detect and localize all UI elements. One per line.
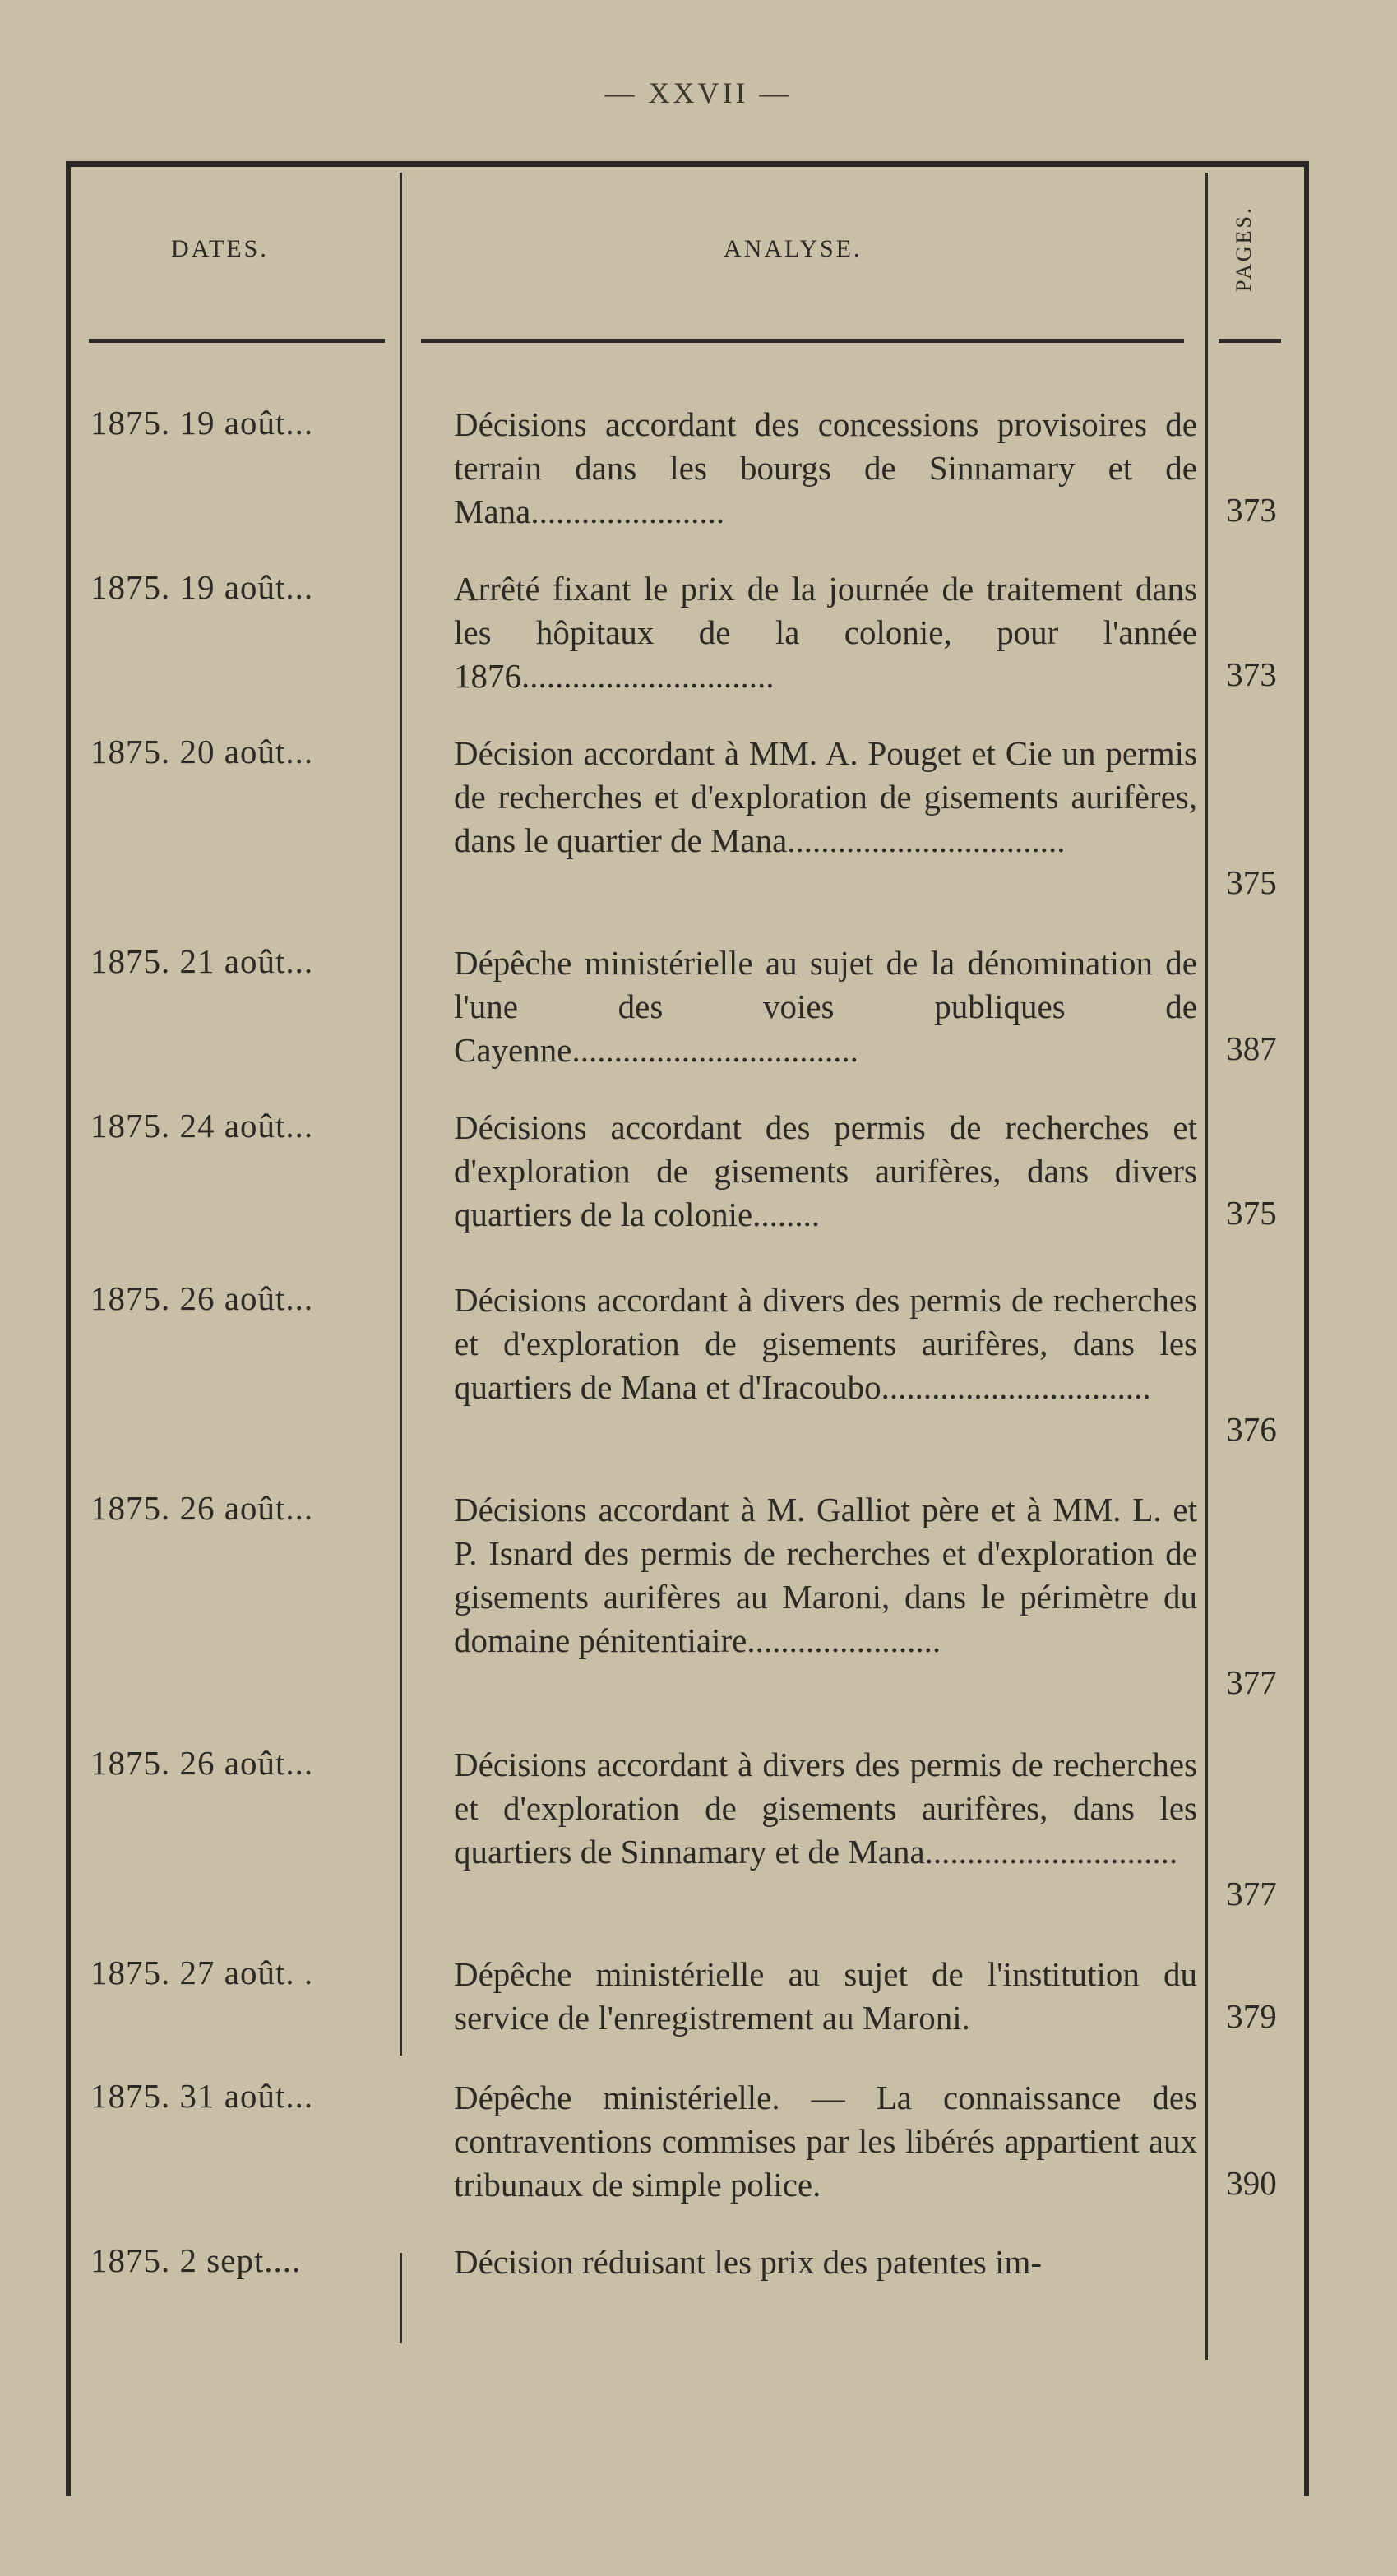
entry-page: 375	[1226, 863, 1277, 901]
entry-date: 1875. 2 sept....	[90, 2241, 302, 2279]
entry-analysis: Décisions accordant à divers des permis de recherches et d'exploration de gisements aurifères, dans les quartiers de Mana et d'Iracoubo................................	[454, 1281, 1197, 1406]
entry-date: 1875. 26 août...	[90, 1744, 314, 1782]
entry-date: 1875. 27 août. .	[90, 1954, 314, 1991]
entry-page: 377	[1226, 1875, 1277, 1912]
entry-date: 1875. 19 août...	[90, 568, 314, 606]
entry-date: 1875. 26 août...	[90, 1489, 314, 1527]
entry-analysis: Décisions accordant des permis de recherches et d'exploration de gisements aurifères, dans divers quartiers de la colonie........	[454, 1108, 1197, 1233]
entry-page: 387	[1226, 1029, 1277, 1067]
page-number: — XXVII —	[604, 76, 793, 109]
entry-analysis: Décisions accordant à divers des permis de recherches et d'exploration de gisements aurifères, dans les quartiers de Sinnamary et de Mana..............................	[454, 1746, 1197, 1871]
entry-page: 376	[1226, 1410, 1277, 1448]
entry-date: 1875. 21 août...	[90, 942, 314, 980]
entry-page: 390	[1226, 2164, 1277, 2202]
entry-analysis: Décisions accordant des concessions provisoires de terrain dans les bourgs de Sinnamary et de Mana.......................	[454, 405, 1197, 530]
header-rule-pages	[1219, 339, 1281, 343]
entry-date: 1875. 26 août...	[90, 1279, 314, 1317]
entry-page: 375	[1226, 1194, 1277, 1232]
entry-page: 373	[1226, 491, 1277, 529]
entry-date: 1875. 24 août...	[90, 1107, 314, 1145]
header-rule-dates	[89, 339, 385, 343]
column-header-analyse: ANALYSE.	[724, 235, 863, 262]
column-header-pages: PAGES.	[1232, 206, 1256, 293]
entry-page: 373	[1226, 655, 1277, 693]
entry-analysis: Dépêche ministérielle au sujet de la dénomination de l'une des voies publiques de Cayenne..................................	[454, 944, 1197, 1069]
column-header-dates: DATES.	[171, 235, 269, 262]
entry-date: 1875. 20 août...	[90, 733, 314, 770]
entry-date: 1875. 19 août...	[90, 404, 314, 442]
entry-analysis: Décisions accordant à M. Galliot père et à MM. L. et P. Isnard des permis de recherches et d'exploration de gisements aurifères au Maroni, dans le périmètre du domaine pénitentiaire.......................	[454, 1491, 1197, 1659]
entry-analysis: Décision réduisant les prix des patentes im-	[454, 2243, 1043, 2281]
column-divider-dates-lower	[400, 2253, 402, 2343]
column-divider-dates	[400, 173, 402, 2056]
header-rule-analyse	[421, 339, 1184, 343]
entry-analysis: Arrêté fixant le prix de la journée de traitement dans les hôpitaux de la colonie, pour l'année 1876..............................	[454, 570, 1197, 695]
entry-page: 379	[1226, 1997, 1277, 2035]
entry-analysis: Dépêche ministérielle. — La connaissance des contraventions commises par les libérés appartient aux tribunaux de simple police.	[454, 2079, 1197, 2204]
entry-analysis: Décision accordant à MM. A. Pouget et Cie un permis de recherches et d'exploration de gisements aurifères, dans le quartier de Mana.................................	[454, 734, 1197, 859]
entry-page: 377	[1226, 1663, 1277, 1701]
entry-date: 1875. 31 août...	[90, 2077, 314, 2115]
column-divider-pages	[1205, 173, 1208, 2360]
entry-analysis: Dépêche ministérielle au sujet de l'institution du service de l'enregistrement au Maroni.	[454, 1955, 1197, 2037]
